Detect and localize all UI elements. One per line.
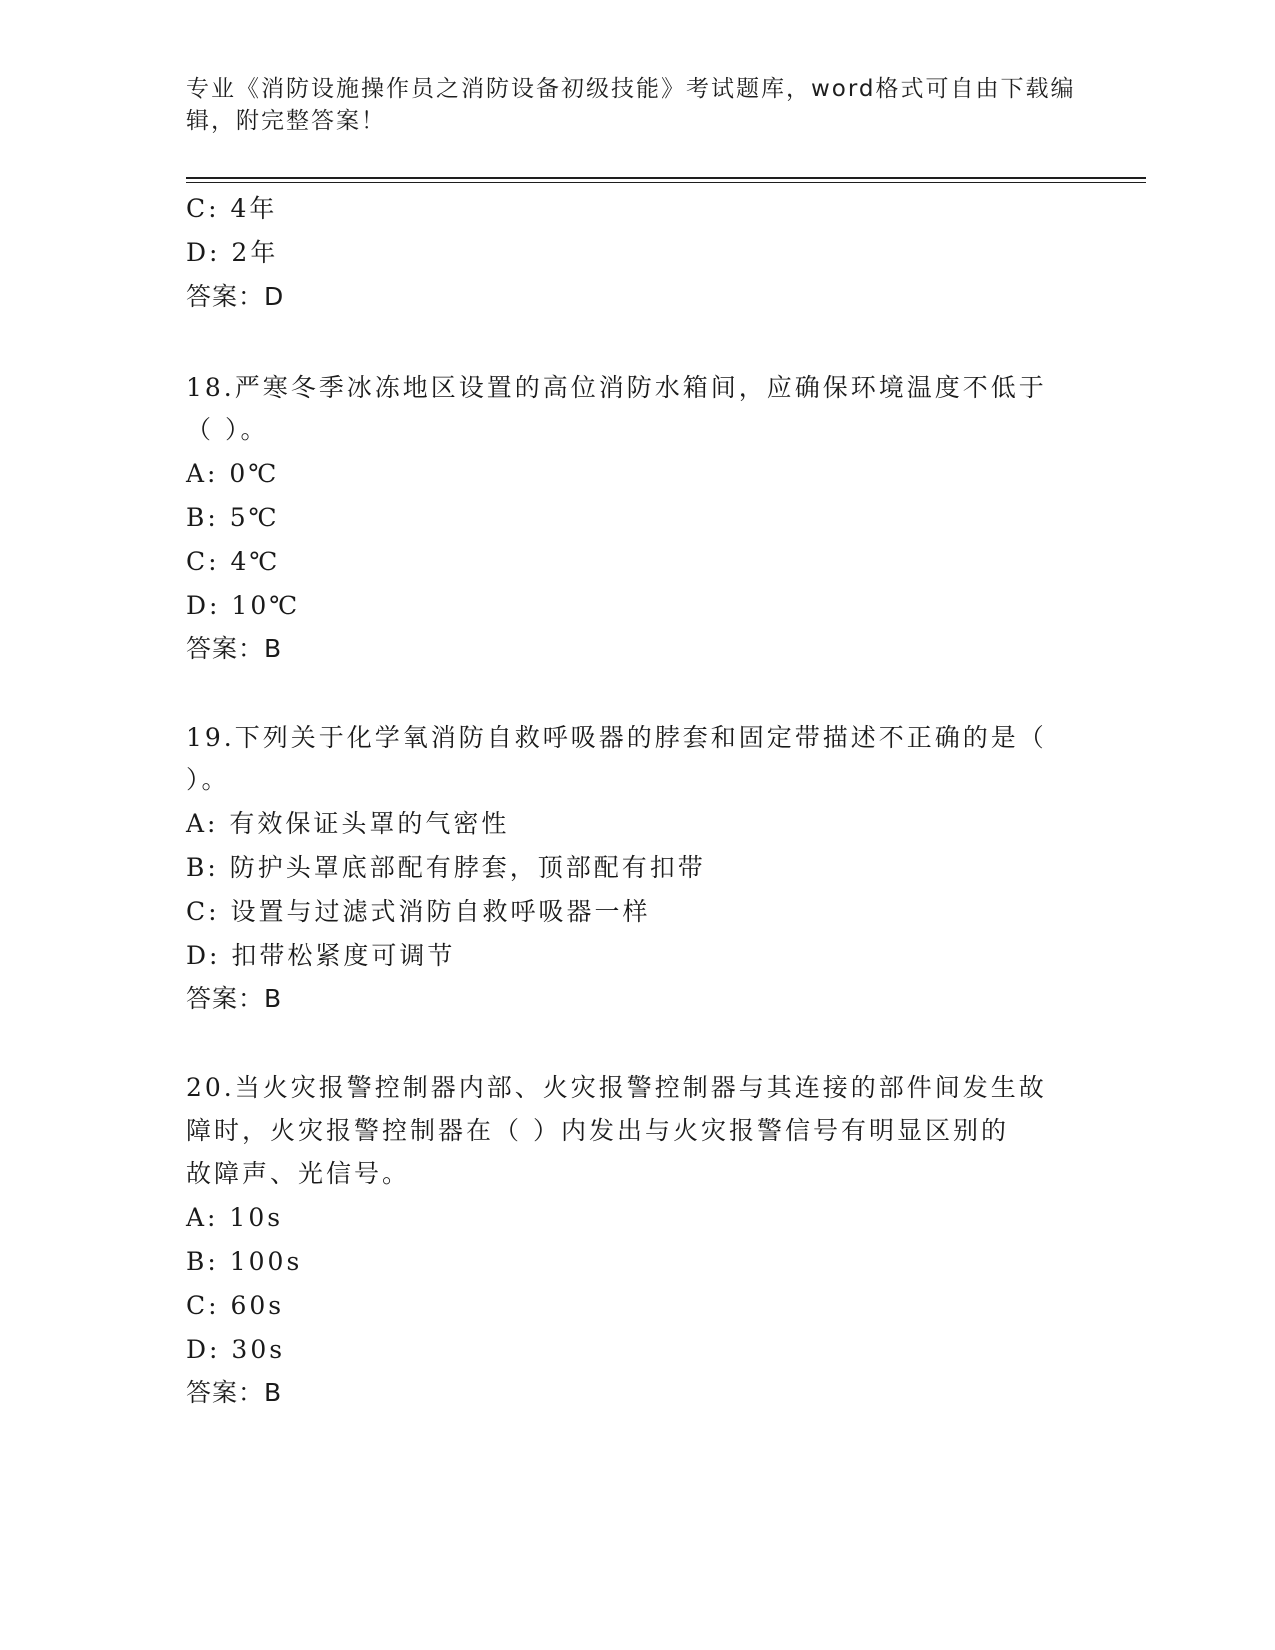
q19-option-d: D: 扣带松紧度可调节 bbox=[186, 941, 456, 970]
q17-option-d: D: 2年 bbox=[186, 238, 279, 267]
q20-option-c: C: 60s bbox=[186, 1291, 285, 1320]
q19-option-c: C: 设置与过滤式消防自救呼吸器一样 bbox=[186, 897, 651, 926]
q20-stem-line-1: 20.当火灾报警控制器内部、火灾报警控制器与其连接的部件间发生故 bbox=[186, 1073, 1047, 1102]
page-header bbox=[186, 73, 1086, 137]
q19-option-a: A: 有效保证头罩的气密性 bbox=[186, 809, 510, 838]
q18-option-d: D: 10℃ bbox=[186, 591, 301, 620]
q18-option-c: C: 4℃ bbox=[186, 547, 281, 576]
header-line-1: 专业《消防设施操作员之消防设备初级技能》考试题库，word格式可自由下载编 bbox=[186, 76, 1076, 102]
q18-option-a: A: 0℃ bbox=[186, 459, 280, 488]
header-divider-thin bbox=[186, 182, 1146, 183]
q18-option-b: B: 5℃ bbox=[186, 503, 280, 532]
q20-option-a: A: 10s bbox=[186, 1203, 284, 1232]
q20-stem-line-3: 故障声、光信号。 bbox=[186, 1159, 411, 1188]
q20-option-d: D: 30s bbox=[186, 1335, 286, 1364]
q17-answer: 答案：D bbox=[186, 282, 285, 311]
q20-option-b: B: 100s bbox=[186, 1247, 303, 1276]
q17-option-c: C: 4年 bbox=[186, 194, 278, 223]
q18-stem-line-2: （ ）。 bbox=[186, 415, 269, 444]
q20-stem-line-2: 障时，火灾报警控制器在（ ）内发出与火灾报警信号有明显区别的 bbox=[186, 1116, 1009, 1145]
q20-answer: 答案：B bbox=[186, 1378, 283, 1407]
q19-answer: 答案：B bbox=[186, 984, 283, 1013]
q19-stem-line-2: ）。 bbox=[186, 765, 230, 794]
header-line-2: 辑，附完整答案！ bbox=[186, 108, 386, 134]
header-divider bbox=[186, 177, 1146, 179]
q18-stem-line-1: 18.严寒冬季冰冻地区设置的高位消防水箱间，应确保环境温度不低于 bbox=[186, 373, 1047, 402]
q18-answer: 答案：B bbox=[186, 634, 283, 663]
q19-option-b: B: 防护头罩底部配有脖套，顶部配有扣带 bbox=[186, 853, 706, 882]
q19-stem-line-1: 19.下列关于化学氧消防自救呼吸器的脖套和固定带描述不正确的是（ bbox=[186, 723, 1047, 752]
